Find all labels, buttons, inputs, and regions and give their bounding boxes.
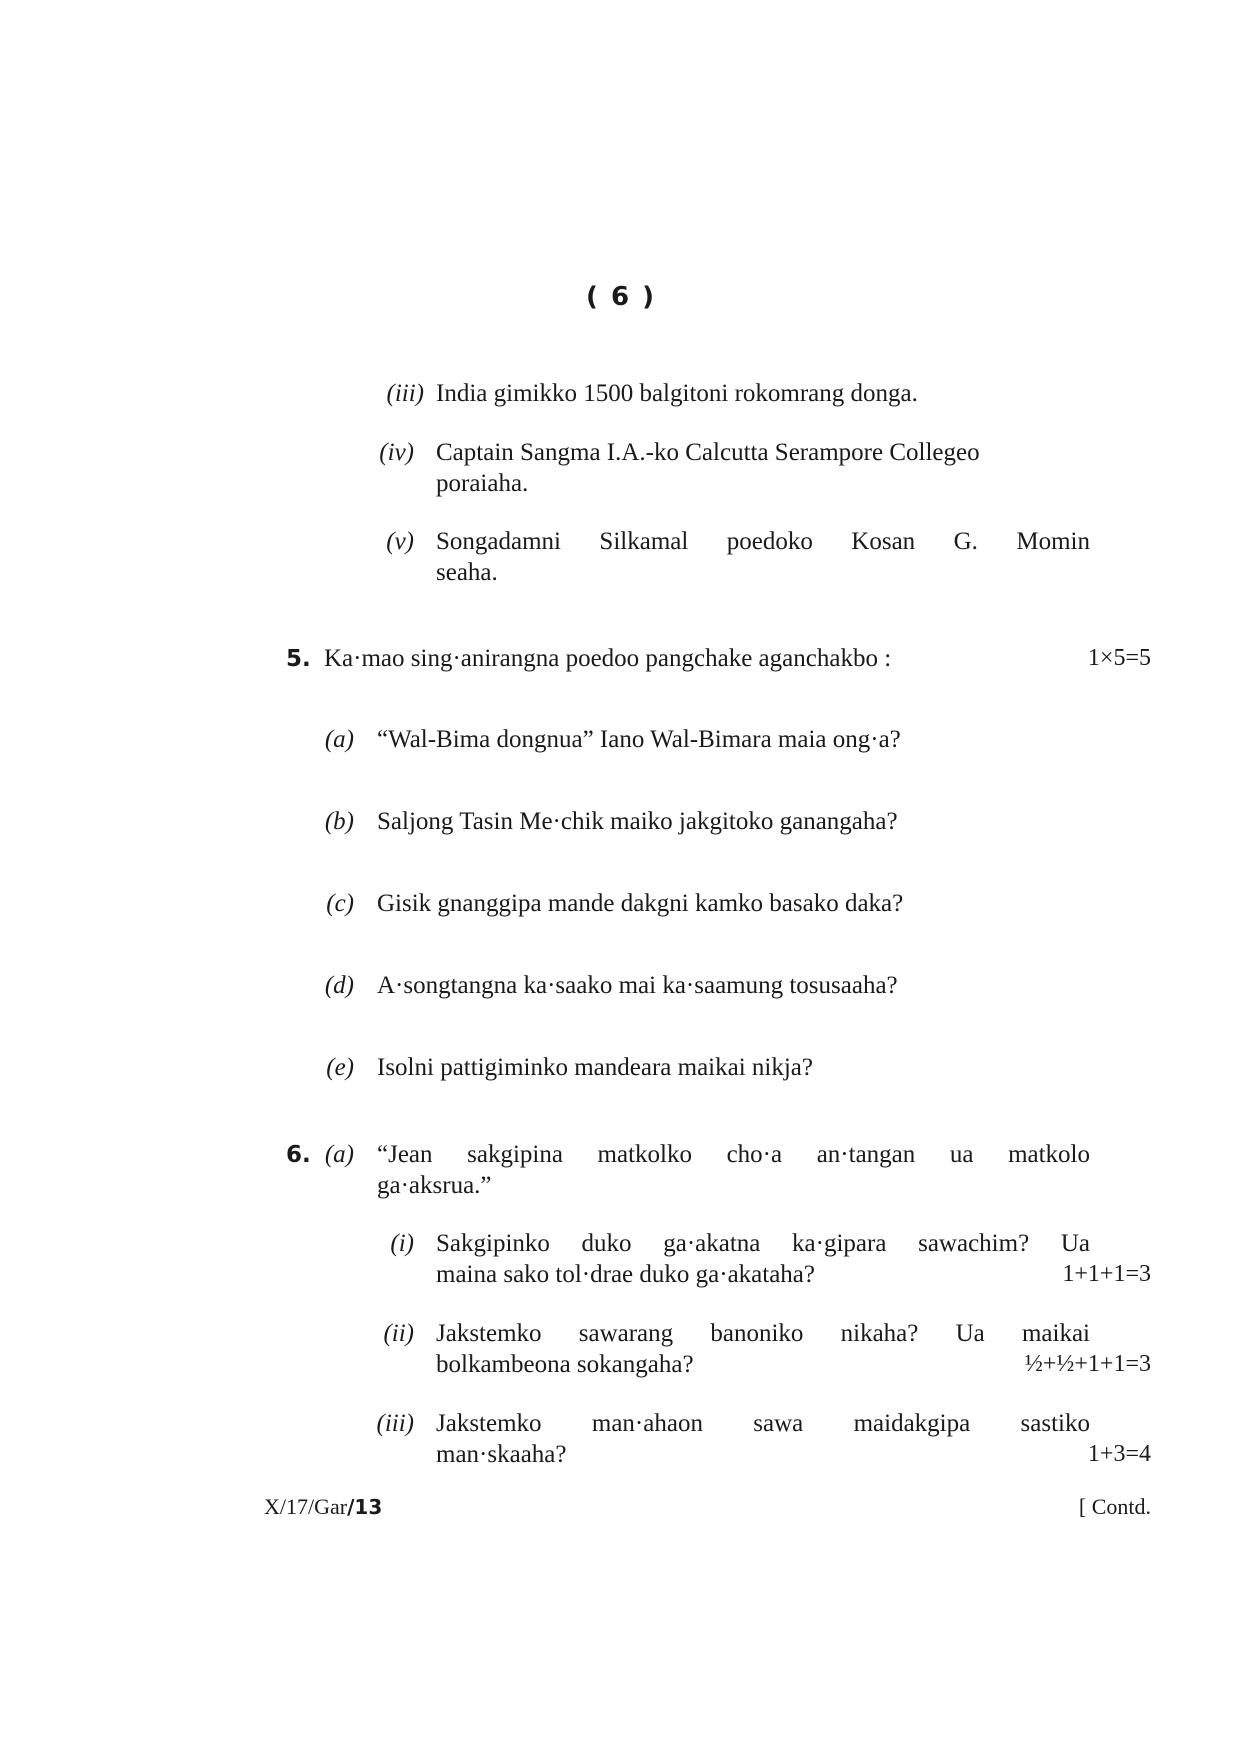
item-label: (c) [326, 890, 354, 917]
item-text: Gisik gnanggipa mande dakgni kamko basako daka? [377, 890, 904, 917]
footer-code-number: /13 [347, 1495, 383, 1519]
item-label: (e) [326, 1054, 354, 1081]
statement-line-1: Songadamni Silkamal poedoko Kosan G. Momin [436, 528, 1090, 555]
footer-contd: [ Contd. [1078, 1494, 1151, 1519]
subitem-label: (i) [390, 1230, 414, 1257]
footer-code [264, 1494, 382, 1520]
subitem-line-2: bolkambeona sokangaha? [436, 1351, 694, 1378]
statement-line-2: poraiaha. [436, 470, 529, 497]
statement-label: (iii) [386, 380, 424, 407]
footer-code-text: X/17/Gar [264, 1494, 348, 1519]
subitem-marks: 1+3=4 [1087, 1441, 1151, 1467]
subitem-marks: ½+½+1+1=3 [1024, 1351, 1151, 1377]
item-label: (b) [324, 808, 354, 835]
question-number: 6. [286, 1142, 311, 1168]
quote-line-2: ga·aksrua.” [377, 1172, 492, 1199]
question-number: 5. [286, 646, 311, 672]
page-number: ( 6 ) [586, 282, 656, 312]
subitem-line-2: man·skaaha? [436, 1441, 567, 1468]
subitem-marks: 1+1+1=3 [1062, 1261, 1151, 1287]
item-text: Saljong Tasin Me·chik maiko jakgitoko ganangaha? [377, 808, 898, 835]
item-label: (d) [324, 972, 354, 999]
question-prompt: Ka·mao sing·anirangna poedoo pangchake aganchakbo : [324, 645, 892, 672]
subitem-line-1: Jakstemko man·ahaon sawa maidakgipa sastiko [436, 1410, 1090, 1437]
question-marks: 1×5=5 [1087, 645, 1151, 671]
quote-line-1: “Jean sakgipina matkolko cho·a an·tangan ua matkolo [377, 1141, 1090, 1168]
subitem-line-1: Sakgipinko duko ga·akatna ka·gipara sawachim? Ua [436, 1230, 1090, 1257]
subitem-label: (iii) [376, 1410, 414, 1437]
subitem-line-1: Jakstemko sawarang banoniko nikaha? Ua maikai [436, 1320, 1090, 1347]
statement-label: (v) [386, 528, 414, 555]
part-label: (a) [324, 1141, 354, 1168]
statement-label: (iv) [379, 439, 414, 466]
item-label: (a) [324, 726, 354, 753]
item-text: “Wal-Bima dongnua” Iano Wal-Bimara maia ong·a? [377, 726, 901, 753]
subitem-label: (ii) [383, 1320, 414, 1347]
statement-line-1: Captain Sangma I.A.-ko Calcutta Serampore Collegeo [436, 439, 980, 466]
item-text: A·songtangna ka·saako mai ka·saamung tosusaaha? [377, 972, 898, 999]
subitem-line-2: maina sako tol·drae duko ga·akataha? [436, 1261, 815, 1288]
statement-text: India gimikko 1500 balgitoni rokomrang donga. [436, 380, 918, 407]
statement-line-2: seaha. [436, 559, 498, 586]
item-text: Isolni pattigiminko mandeara maikai nikja? [377, 1054, 813, 1081]
